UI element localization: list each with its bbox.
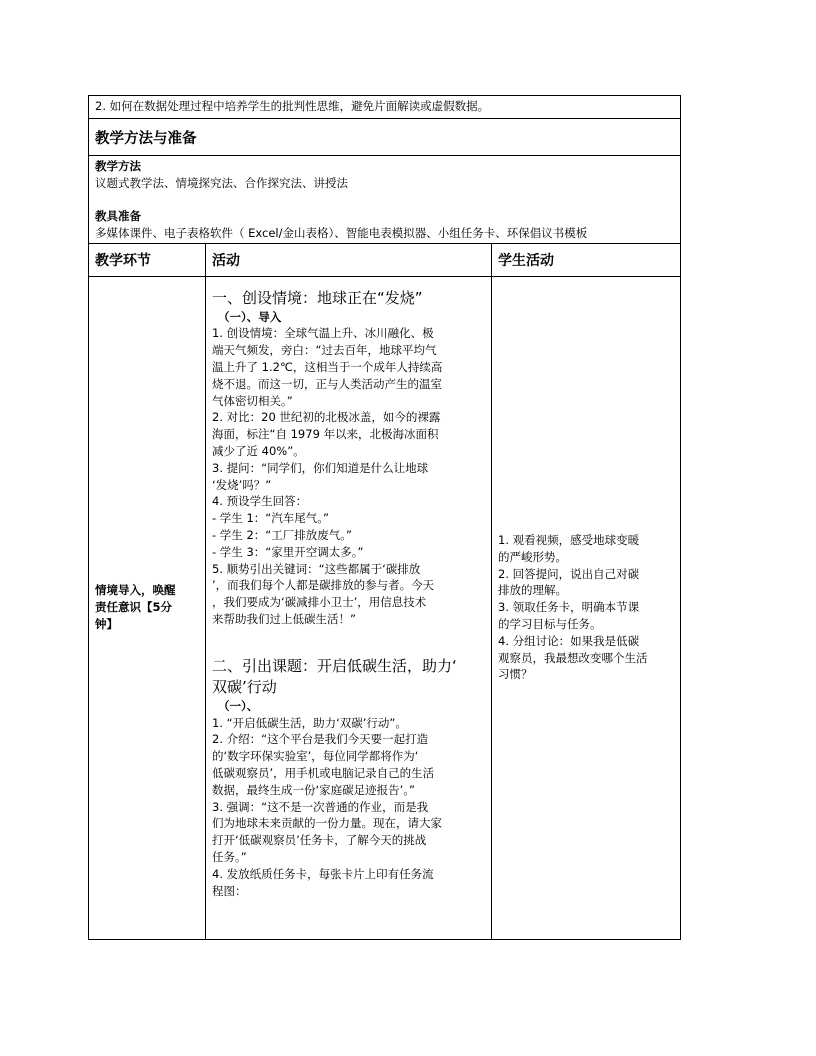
student-activity-line: 排放的理解。 (498, 583, 567, 598)
activity-line: 气体密切相关。” (212, 393, 293, 408)
header-student: 学生活动 (498, 252, 554, 269)
activity-line: - 学生 2：“工厂排放废气。” (212, 527, 352, 542)
activity-line: 5. 顺势引出关键词：“这些都属于‘碳排放 (212, 561, 421, 576)
header-stage: 教学环节 (95, 252, 151, 269)
part2-subtitle: （一）、 (218, 698, 259, 713)
activity-line: 来帮助我们过上低碳生活！” (212, 611, 356, 626)
activity-line: 4. 发放纸质任务卡，每张卡片上印有任务流 (212, 866, 434, 881)
activity-line: 温上升了 1.2℃，这相当于一个成年人持续高 (212, 359, 443, 374)
part1-subtitle: （一）、导入 (218, 309, 282, 324)
activity-line: 程图： (212, 883, 247, 898)
activity-line: 3. 强调：“这不是一次普通的作业，而是我 (212, 799, 429, 814)
student-activity-line: 3. 领取任务卡，明确本节课 (498, 600, 640, 615)
student-activity-line: 的严峻形势。 (498, 549, 567, 564)
activity-line: 数据，最终生成一份‘家庭碳足迹报告’。” (212, 782, 416, 797)
activity-line: 3. 提问：“同学们，你们知道是什么让地球 (212, 460, 429, 475)
activity-line: 任务。” (212, 849, 247, 864)
section-title: 教学方法与准备 (95, 131, 197, 147)
tools-text: 多媒体课件、电子表格软件（ Excel/金山表格）、智能电表模拟器、小组任务卡、环保倡议书模板 (95, 225, 588, 240)
activity-line: 低碳观察员’，用手机或电脑记录自己的生活 (212, 765, 435, 780)
activity-line: 端天气频发，旁白：“过去百年，地球平均气 (212, 343, 437, 358)
activity-line: 4. 预设学生回答： (212, 494, 308, 509)
lesson-plan-document (88, 95, 680, 940)
part1-title: 一、创设情境：地球正在“发烧” (212, 288, 423, 307)
methods-label: 教学方法 (95, 159, 141, 173)
activity-line: - 学生 1：“汽车尾气。” (212, 511, 329, 526)
activity-line: 2. 介绍：“这个平台是我们今天要一起打造 (212, 732, 429, 747)
activity-line: 减少了近 40%”。 (212, 443, 305, 458)
activity-line: 烧不退。而这一切，正与人类活动产生的温室 (212, 376, 442, 391)
methods-text: 议题式教学法、情境探究法、合作探究法、讲授法 (95, 176, 348, 190)
activity-line: 海面，标注“自 1979 年以来，北极海冰面积 (212, 427, 439, 442)
activity-line: 们为地球未来贡献的一份力量。现在，请大家 (212, 816, 442, 831)
header-row (89, 243, 681, 276)
activity-line: 的‘数字环保实验室’，每位同学都将作为‘ (212, 749, 419, 764)
objective-item: 2. 如何在数据处理过程中培养学生的批判性思维，避免片面解读或虚假数据。 (95, 99, 490, 113)
student-activity-line: 2. 回答提问，说出自己对碳 (498, 566, 640, 581)
student-activity-line: 4. 分组讨论：如果我是低碳 (498, 633, 640, 648)
stage-label: 责任意识【5分 (95, 600, 173, 615)
part2-title: 双碳’行动 (212, 677, 277, 696)
methods-title-row (89, 119, 681, 156)
lesson-table (88, 95, 681, 940)
student-activity-line: 观察员，我最想改变哪个生活 (498, 650, 648, 665)
tools-label: 教具准备 (95, 208, 141, 223)
methods-row (89, 156, 681, 244)
student-activity-line: 的学习目标与任务。 (498, 616, 602, 631)
objective-row (89, 96, 681, 119)
part2-body (212, 715, 485, 900)
activity-line: - 学生 3：“家里开空调太多。” (212, 544, 364, 559)
part1-body (212, 325, 485, 627)
part2-title: 二、引出课题：开启低碳生活，助力‘ (212, 656, 457, 675)
activity-line: 1. “开启低碳生活，助力‘双碳’行动”。 (212, 715, 407, 730)
activity-line: 2. 对比：20 世纪初的北极冰盖，如今的裸露 (212, 410, 441, 425)
activity-line: 打开‘低碳观察员’任务卡，了解今天的挑战 (212, 833, 427, 848)
stage-label: 情境导入，唤醒 (95, 583, 176, 598)
stage-label: 钟】 (95, 616, 118, 631)
content-row (89, 276, 681, 939)
activity-line: ‘发烧’吗？” (212, 477, 272, 492)
activity-line: ，我们要成为‘碳减排小卫士’，用信息技术 (212, 595, 427, 610)
student-activity-line: 习惯？ (498, 667, 533, 682)
header-activity: 活动 (212, 252, 240, 269)
activity-line: ’，而我们每个人都是碳排放的参与者。今天 (212, 578, 435, 593)
activity-line: 1. 创设情境：全球气温上升、冰川融化、极 (212, 326, 434, 341)
student-activity-line: 1. 观看视频，感受地球变暖 (498, 533, 640, 547)
